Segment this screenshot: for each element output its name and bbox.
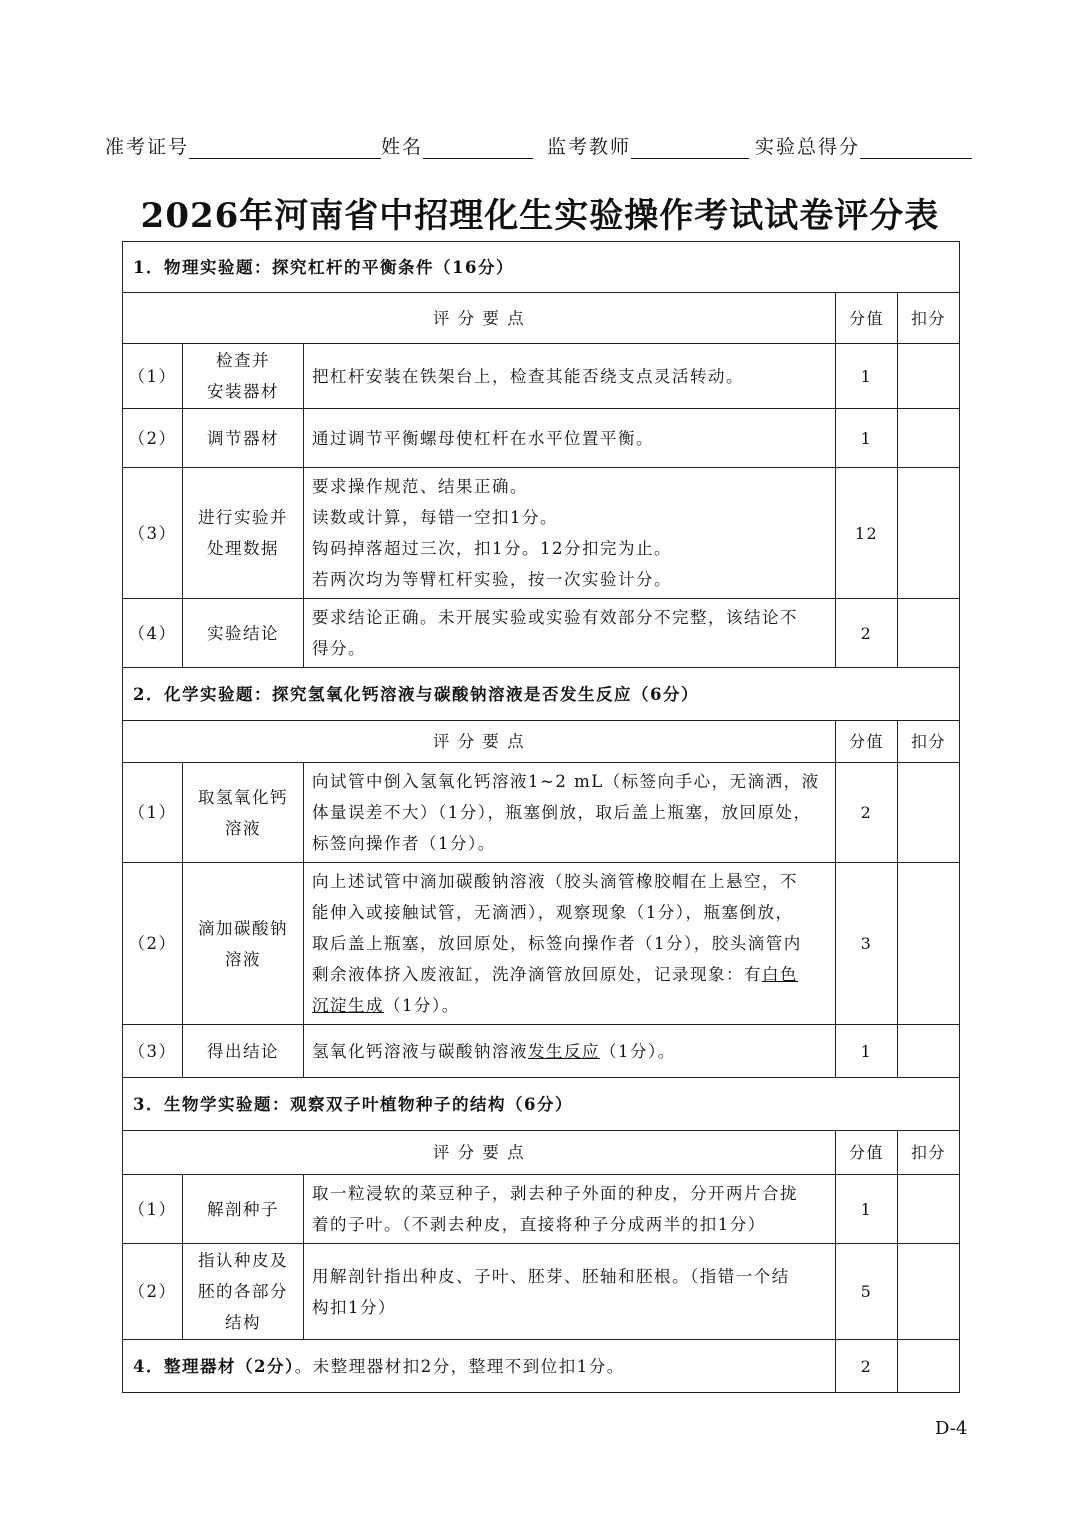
table-row: （3） 进行实验并 处理数据 要求操作规范、结果正确。 读数或计算，每错一空扣1分。 钩码掉落超过三次，扣1分。12分扣完为止。 若两次均为等臂杠杆实验，按一次实验计分。 12 bbox=[123, 468, 960, 599]
table-row: （4） 实验结论 要求结论正确。未开展实验或实验有效部分不完整，该结论不 得分。 2 bbox=[123, 599, 960, 668]
col-points: 评 分 要 点 bbox=[123, 293, 836, 344]
page-title: 2026年河南省中招理化生实验操作考试试卷评分表 bbox=[140, 196, 940, 236]
table-row: （2） 滴加碳酸钠 溶液 向上述试管中滴加碳酸钠溶液（胶头滴管橡胶帽在上悬空，不 能伸入或接触试管，无滴洒），观察现象（1分），瓶塞倒放， 取后盖上瓶塞，放回原处，标签向操作者（1分），胶头滴管内 剩余液体挤入废液缸，洗净滴管放回原处，记录现象：有白色 沉淀生成（1分）。 3 bbox=[123, 863, 960, 1025]
name-field[interactable] bbox=[423, 136, 533, 159]
deduct-cell[interactable] bbox=[898, 468, 960, 599]
deduct-cell[interactable] bbox=[898, 1025, 960, 1078]
deduct-cell[interactable] bbox=[898, 1340, 960, 1393]
table-row: （1） 取氢氧化钙 溶液 向试管中倒入氢氧化钙溶液1~2 mL（标签向手心，无滴洒，液 体量误差不大）（1分），瓶塞倒放，取后盖上瓶塞，放回原处， 标签向操作者（1分）。 2 bbox=[123, 763, 960, 863]
name-label: 姓名 bbox=[381, 136, 424, 158]
table-head-row: 评 分 要 点 分值 扣分 bbox=[123, 1131, 960, 1175]
section-heading-chemistry: 2．化学实验题：探究氢氧化钙溶液与碳酸钠溶液是否发生反应（6分） bbox=[123, 668, 960, 721]
section-heading-tidy: 4．整理器材（2分）。未整理器材扣2分，整理不到位扣1分。 2 bbox=[123, 1340, 960, 1393]
proctor-field[interactable] bbox=[631, 136, 749, 159]
total-score-label: 实验总得分 bbox=[755, 136, 861, 158]
col-score: 分值 bbox=[836, 293, 898, 344]
candidate-info-line bbox=[105, 132, 985, 162]
table-head-row: 评 分 要 点 分值 扣分 bbox=[123, 721, 960, 763]
total-score-field[interactable] bbox=[860, 136, 972, 159]
deduct-cell[interactable] bbox=[898, 344, 960, 409]
section-heading-physics: 1．物理实验题：探究杠杆的平衡条件（16分） bbox=[123, 242, 960, 293]
exam-id-label: 准考证号 bbox=[105, 136, 190, 158]
table-row: （3） 得出结论 氢氧化钙溶液与碳酸钠溶液发生反应（1分）。 1 bbox=[123, 1025, 960, 1078]
table-head-row bbox=[123, 293, 960, 344]
deduct-cell[interactable] bbox=[898, 1175, 960, 1244]
deduct-cell[interactable] bbox=[898, 599, 960, 668]
exam-id-field[interactable] bbox=[189, 136, 381, 159]
deduct-cell[interactable] bbox=[898, 763, 960, 863]
table-row: （2） 调节器材 通过调节平衡螺母使杠杆在水平位置平衡。 1 bbox=[123, 409, 960, 468]
proctor-label: 监考教师 bbox=[547, 136, 632, 158]
deduct-cell[interactable] bbox=[898, 1244, 960, 1340]
scoring-table bbox=[122, 241, 960, 1393]
deduct-cell[interactable] bbox=[898, 409, 960, 468]
page-number: D-4 bbox=[935, 1418, 968, 1439]
table-row: （2） 指认种皮及 胚的各部分 结构 用解剖针指出种皮、子叶、胚芽、胚轴和胚根。（指错一个结 构扣1分） 5 bbox=[123, 1244, 960, 1340]
table-row: （1） 检查并 安装器材 把杠杆安装在铁架台上，检查其能否绕支点灵活转动。 1 bbox=[123, 344, 960, 409]
col-deduct: 扣分 bbox=[898, 293, 960, 344]
section-heading-biology: 3．生物学实验题：观察双子叶植物种子的结构（6分） bbox=[123, 1078, 960, 1131]
deduct-cell[interactable] bbox=[898, 863, 960, 1025]
table-row: （1） 解剖种子 取一粒浸软的菜豆种子，剥去种子外面的种皮，分开两片合拢 着的子叶。（不剥去种皮，直接将种子分成两半的扣1分） 1 bbox=[123, 1175, 960, 1244]
